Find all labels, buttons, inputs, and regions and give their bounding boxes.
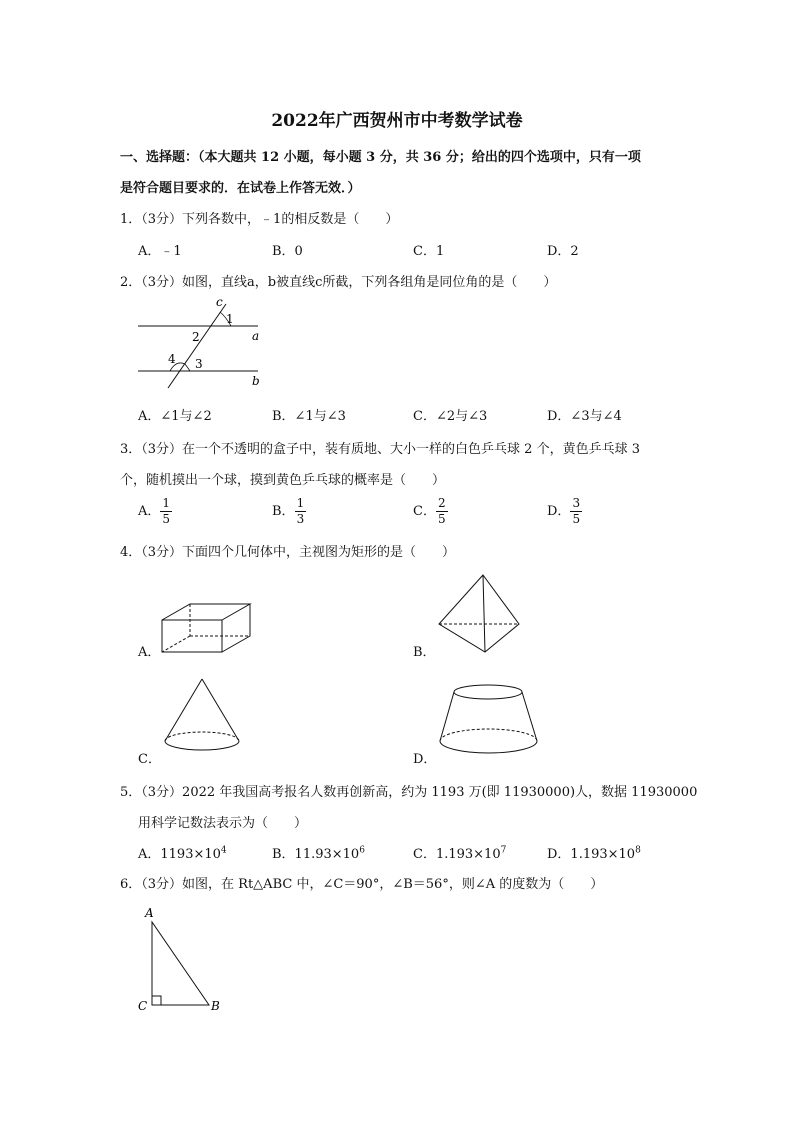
- q5-option-b: [272, 843, 365, 862]
- q3-stem-line1: 3．（3分）在一个不透明的盒子中，装有质地、大小一样的白色乒乓球 2 个，黄色乒乓球 3: [120, 442, 640, 457]
- q3-option-d-denominator: 5: [572, 512, 581, 526]
- section-heading-line2: 是符合题目要求的．在试卷上作答无效．）: [120, 181, 361, 196]
- q6-vertex-b: B: [211, 999, 220, 1013]
- q2-option-c: C．∠2与∠3: [413, 409, 488, 424]
- q2-label-b: b: [252, 374, 260, 388]
- q3-option-c-fraction: [436, 496, 448, 527]
- q5-option-a: [138, 843, 227, 862]
- q4-stem: 4．（3分）下面四个几何体中，主视图为矩形的是（ ）: [120, 545, 456, 560]
- q5-option-b-base: B．11.93×10: [272, 847, 360, 862]
- q3-stem-line2: 个，随机摸出一个球，摸到黄色乒乓球的概率是（ ）: [120, 473, 446, 488]
- q3-option-b-label: B．: [272, 504, 295, 519]
- q4-option-a: A．: [138, 645, 161, 660]
- q5-option-a-base: A．1193×10: [138, 847, 221, 862]
- q1-option-d: D．2: [547, 244, 579, 259]
- q4-option-b: B．: [413, 645, 436, 660]
- q2-option-b: B．∠1与∠3: [272, 409, 346, 424]
- q3-option-a-fraction: [160, 496, 172, 527]
- q3-option-d-fraction: [570, 496, 582, 527]
- q2-label-a: a: [252, 329, 260, 343]
- q4-option-c: C．: [138, 752, 161, 767]
- q1-option-b: B．0: [272, 244, 303, 259]
- q2-stem: 2．（3分）如图，直线a，b被直线c所截，下列各组角是同位角的是（ ）: [120, 275, 557, 290]
- q5-option-c-exponent: 7: [500, 845, 507, 856]
- q2-option-a: A．∠1与∠2: [138, 409, 212, 424]
- q3-option-b-numerator: 1: [296, 496, 305, 510]
- q3-option-c-numerator: 2: [437, 496, 446, 510]
- q4-frustum-figure: [435, 683, 545, 763]
- q3-option-a-numerator: 1: [162, 496, 171, 510]
- q2-angle-1: 1: [226, 312, 234, 326]
- q2-label-c: c: [216, 295, 223, 309]
- q3-option-c-label: C．: [413, 504, 436, 519]
- q3-option-a-label: A．: [138, 504, 161, 519]
- q1-stem: 1．（3分）下列各数中，﹣1的相反数是（ ）: [120, 212, 399, 227]
- q3-option-d-numerator: 3: [572, 496, 581, 510]
- q2-parallel-lines-figure: [130, 292, 270, 392]
- q3-option-b-denominator: 3: [296, 512, 305, 526]
- q5-option-c-base: C．1.193×10: [413, 847, 501, 862]
- q3-option-b: [272, 496, 306, 527]
- q1-option-a: A．﹣1: [138, 244, 182, 259]
- q3-option-c-denominator: 5: [437, 512, 446, 526]
- q3-option-c: [413, 496, 448, 527]
- q6-right-triangle-figure: [135, 902, 230, 1020]
- q5-stem-line2: 用科学记数法表示为（ ）: [138, 816, 308, 831]
- q3-option-b-fraction: [295, 496, 307, 527]
- q4-cone-figure: [160, 676, 245, 756]
- q5-option-b-exponent: 6: [359, 845, 365, 856]
- q1-option-c: C．1: [413, 244, 445, 259]
- q3-option-d: [547, 496, 582, 527]
- q6-vertex-c: C: [138, 999, 148, 1013]
- q3-option-a: [138, 496, 172, 527]
- q4-pyramid-figure: [435, 572, 525, 657]
- q5-stem-line1: 5．（3分）2022 年我国高考报名人数再创新高，约为 1193 万(即 11930000)人，数据 11930000: [120, 785, 698, 800]
- q3-option-d-label: D．: [547, 504, 571, 519]
- q5-option-c: [413, 843, 506, 862]
- q6-stem: 6．（3分）如图，在 Rt△ABC 中，∠C＝90°，∠B＝56°，则∠A 的度数为（ ）: [120, 877, 604, 892]
- page-title: 2022年广西贺州市中考数学试卷: [271, 111, 523, 131]
- q5-option-a-exponent: 4: [220, 845, 227, 856]
- q6-vertex-a: A: [145, 906, 154, 920]
- q5-option-d-base: D．1.193×10: [547, 847, 636, 862]
- q2-angle-2: 2: [192, 330, 200, 344]
- q2-angle-3: 3: [195, 357, 203, 371]
- q5-option-d: [547, 843, 641, 862]
- q2-angle-4: 4: [168, 352, 176, 366]
- q4-option-d: D．: [413, 752, 437, 767]
- q4-cuboid-figure: [160, 600, 255, 658]
- section-heading-line1: 一、选择题：（本大题共 12 小题，每小题 3 分，共 36 分；给出的四个选项中，只有一项: [120, 150, 641, 165]
- q2-option-d: D．∠3与∠4: [547, 409, 622, 424]
- q3-option-a-denominator: 5: [162, 512, 171, 526]
- q5-option-d-exponent: 8: [635, 845, 641, 856]
